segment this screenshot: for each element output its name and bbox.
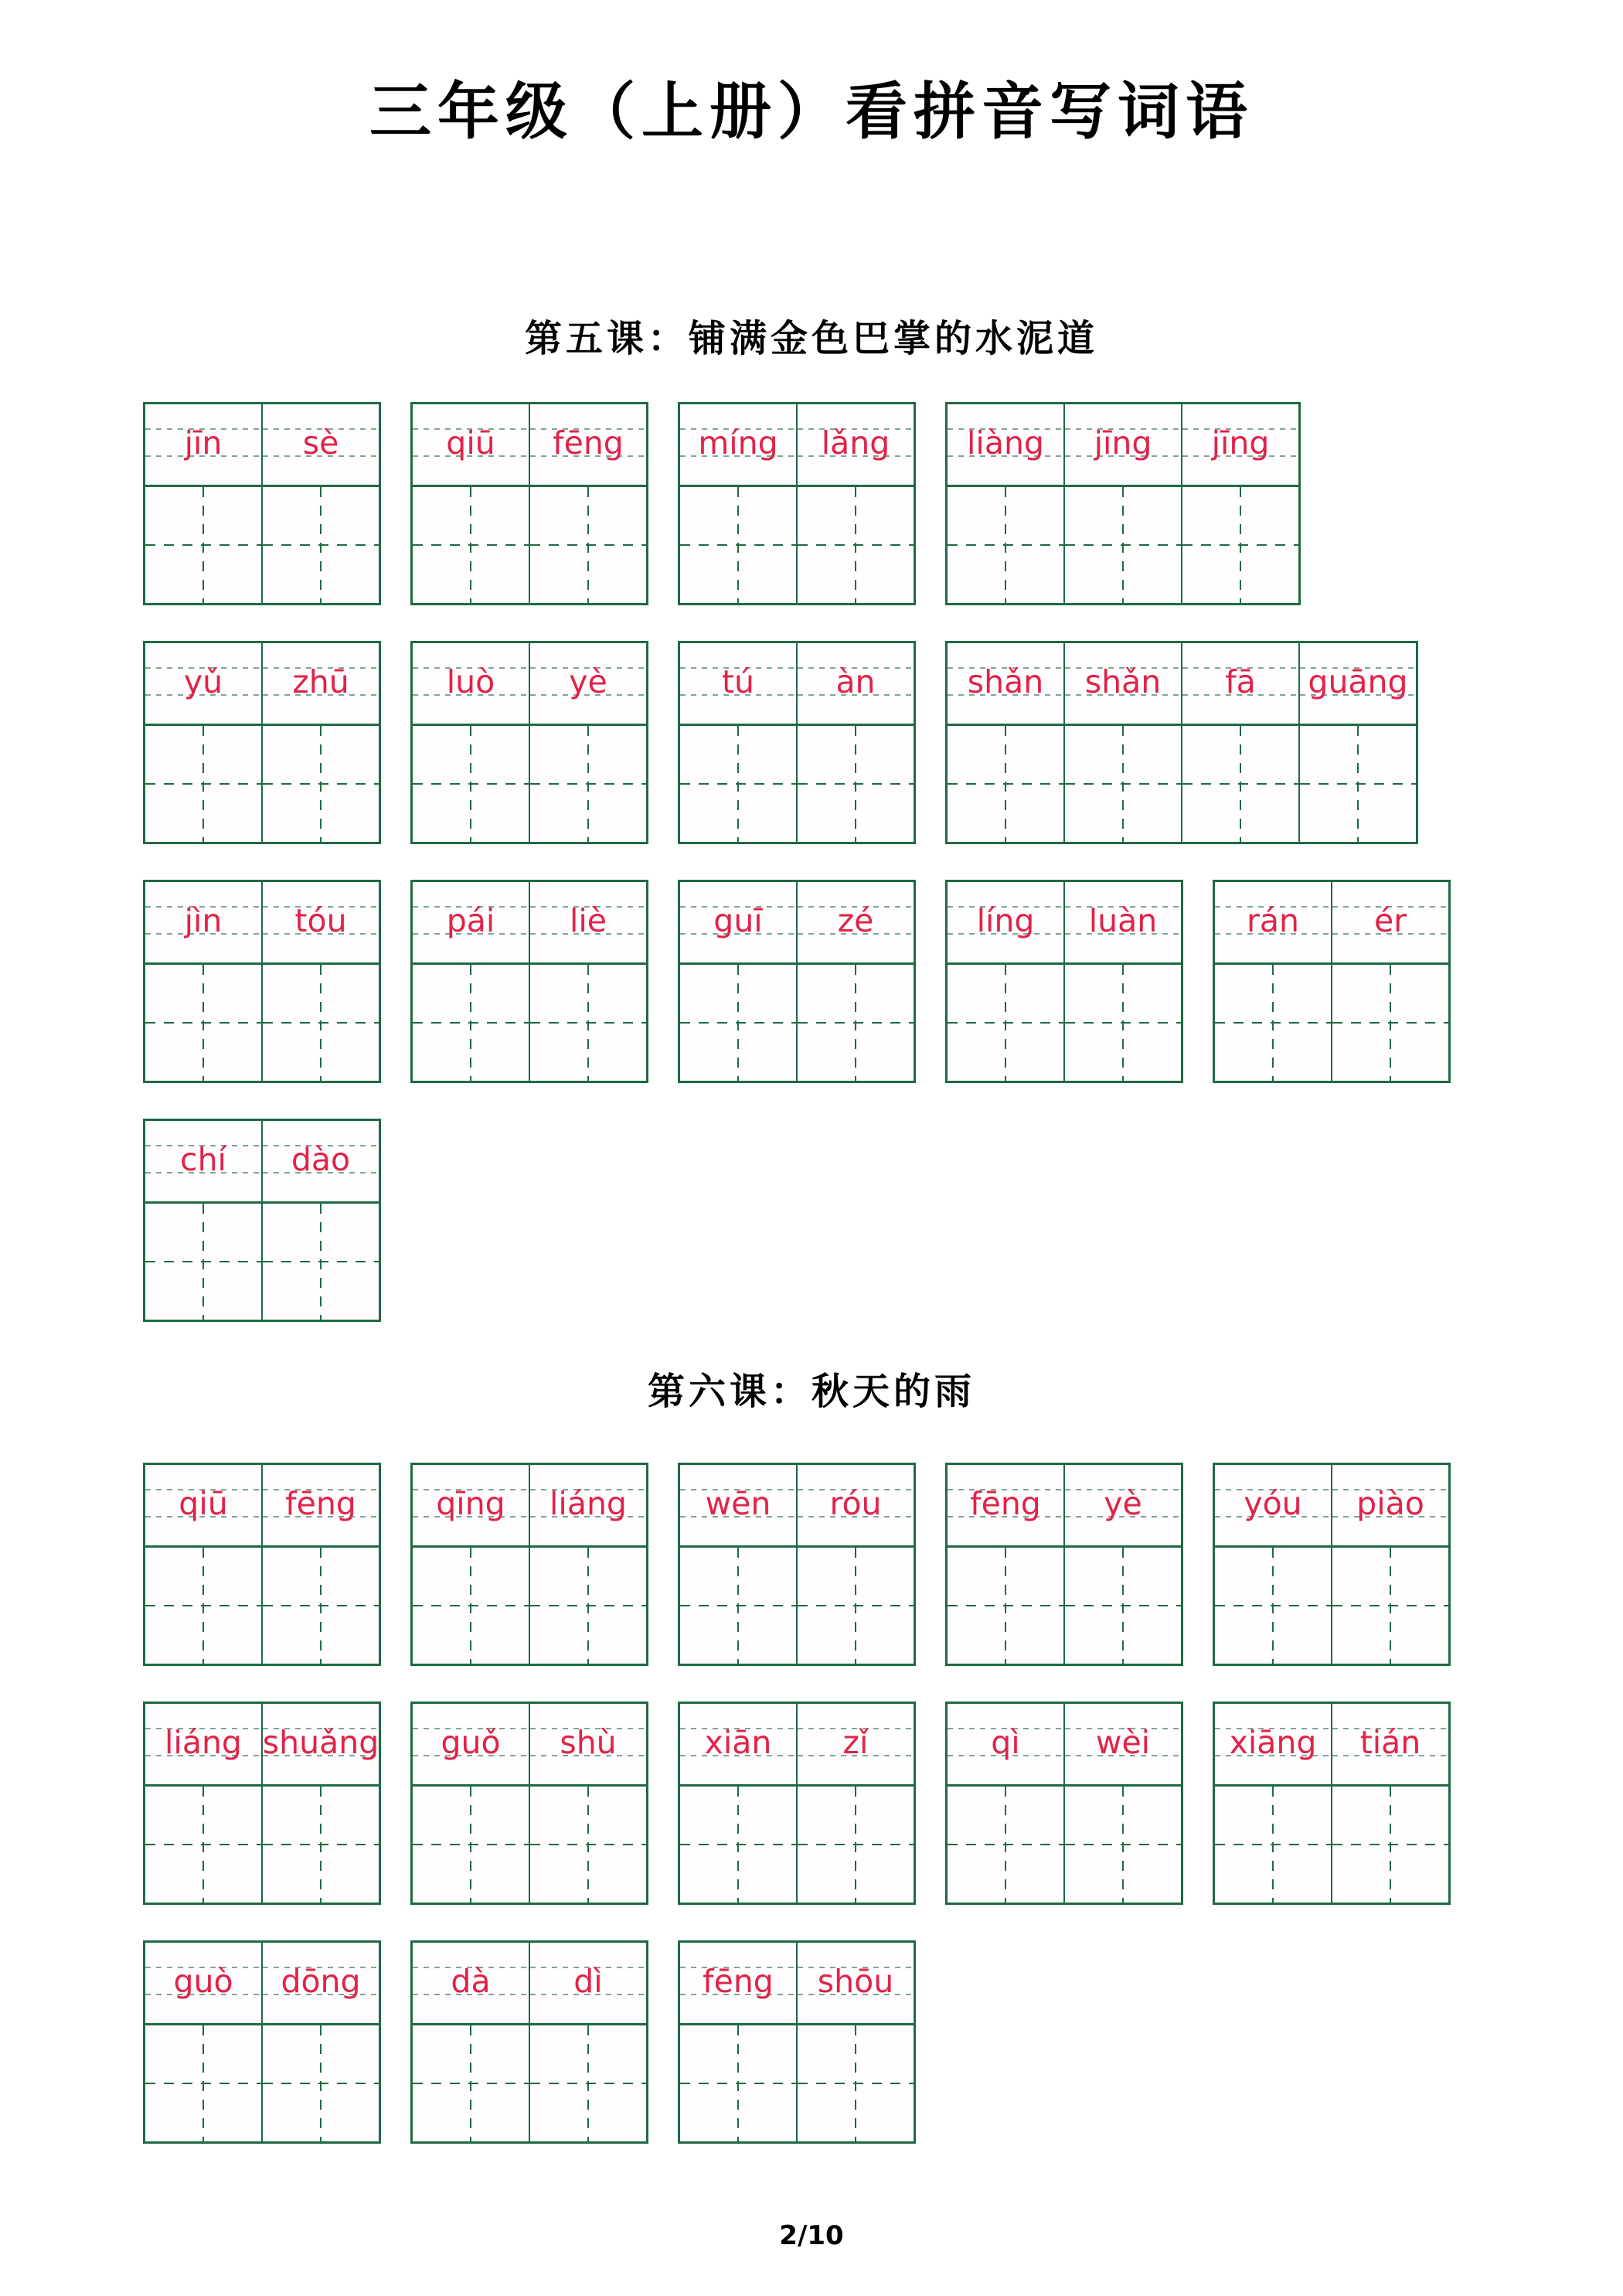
pinyin-row [413,1704,646,1787]
pinyin-syllable: luò [413,643,529,724]
cell-center-hline [145,783,261,785]
pinyin-syllable: dōng [261,1943,379,2023]
cell-center-hline [530,2083,646,2084]
cell-center-hline [680,1844,796,1845]
word-block [945,402,1301,605]
cell-center-hline [948,783,1063,785]
pinyin-row [145,1704,379,1787]
cell-center-hline [948,1022,1063,1024]
character-writing-cell [261,2025,379,2141]
word-block [143,1940,381,2144]
word-block [945,641,1418,844]
section-heading-lesson-5: 第五课：铺满金色巴掌的水泥道 [524,317,1098,360]
character-writing-cell [1181,487,1298,603]
character-writing-cell [529,1548,646,1664]
cell-center-hline [145,1022,261,1024]
character-row [948,965,1181,1081]
cell-center-hline [145,2083,261,2084]
pinyin-syllable: xiāng [1215,1704,1331,1784]
pinyin-syllable: líng [948,882,1063,962]
character-row [1215,1787,1448,1903]
character-row [145,726,379,842]
pinyin-syllable: piào [1331,1465,1448,1545]
pinyin-row [680,404,914,487]
character-row [948,1787,1181,1903]
word-block [143,1463,381,1666]
page-title: 三年级（上册）看拼音写词语 [369,75,1254,148]
pinyin-row [680,1943,914,2025]
character-row [680,1787,914,1903]
character-writing-cell [796,965,914,1081]
character-writing-cell [145,965,261,1081]
cell-center-hline [680,1605,796,1606]
word-grid-row [143,641,1623,844]
pinyin-row [413,882,646,965]
word-grid-row [143,1702,1623,1905]
character-writing-cell [1063,1787,1181,1903]
character-row [680,965,914,1081]
word-block [678,402,916,605]
character-row [413,726,646,842]
cell-center-hline [1065,1022,1181,1024]
cell-center-hline [1182,544,1298,546]
character-row [413,487,646,603]
pinyin-syllable: pái [413,882,529,962]
character-writing-cell [1331,965,1448,1081]
pinyin-syllable: sè [261,404,379,485]
cell-center-hline [1182,783,1298,785]
pinyin-syllable: qì [948,1704,1063,1784]
pinyin-syllable: shǎn [948,643,1063,724]
pinyin-syllable: luàn [1063,882,1181,962]
character-row [145,2025,379,2141]
character-writing-cell [529,965,646,1081]
character-writing-cell [261,965,379,1081]
pinyin-syllable: wèi [1063,1704,1181,1784]
cell-center-hline [1065,1605,1181,1606]
character-row [1215,965,1448,1081]
cell-center-hline [680,1022,796,1024]
pinyin-syllable: tián [1331,1704,1448,1784]
character-row [145,1787,379,1903]
character-writing-cell [261,1204,379,1320]
pinyin-row [680,882,914,965]
cell-center-hline [798,1844,914,1845]
pinyin-syllable: liáng [529,1465,646,1545]
word-block [1213,1463,1451,1666]
pinyin-row [413,643,646,726]
cell-center-hline [263,2083,379,2084]
character-writing-cell [796,1548,914,1664]
cell-center-hline [1332,1605,1448,1606]
cell-center-hline [530,544,646,546]
character-row [680,726,914,842]
pinyin-syllable: míng [680,404,796,485]
cell-center-hline [145,1261,261,1262]
character-writing-cell [1181,726,1298,842]
character-writing-cell [948,487,1063,603]
cell-center-hline [413,1605,529,1606]
character-writing-cell [145,1204,261,1320]
word-block [1213,1702,1451,1905]
pinyin-syllable: shōu [796,1943,914,2023]
character-writing-cell [529,726,646,842]
character-row [145,1204,379,1320]
cell-center-hline [798,783,914,785]
cell-center-hline [413,544,529,546]
character-writing-cell [413,487,529,603]
pinyin-syllable: tú [680,643,796,724]
word-block [143,641,381,844]
character-writing-cell [261,1548,379,1664]
pinyin-syllable: yè [1063,1465,1181,1545]
word-block [143,1702,381,1905]
pinyin-syllable: dào [261,1121,379,1201]
cell-center-hline [798,1022,914,1024]
character-writing-cell [796,1787,914,1903]
character-writing-cell [680,1548,796,1664]
pinyin-syllable: àn [796,643,914,724]
character-writing-cell [261,487,379,603]
pinyin-syllable: qiū [413,404,529,485]
cell-center-hline [413,783,529,785]
character-writing-cell [1063,726,1181,842]
pinyin-syllable: chí [145,1121,261,1201]
pinyin-syllable: fēng [261,1465,379,1545]
character-writing-cell [1331,1787,1448,1903]
cell-center-hline [145,1844,261,1845]
word-block [945,880,1183,1083]
pinyin-syllable: fēng [680,1943,796,2023]
word-block [410,880,648,1083]
word-block [1213,880,1451,1083]
character-row [948,726,1416,842]
pinyin-row [413,1465,646,1548]
word-grid-row [143,1463,1623,1666]
character-writing-cell [1215,965,1331,1081]
pinyin-row [680,1704,914,1787]
word-block [945,1702,1183,1905]
cell-center-hline [1332,1844,1448,1845]
page-number: 2/10 [779,2220,844,2251]
character-writing-cell [680,2025,796,2141]
pinyin-syllable: lǎng [796,404,914,485]
cell-center-hline [680,2083,796,2084]
pinyin-row [1215,882,1448,965]
pinyin-syllable: yǔ [145,643,261,724]
character-row [680,1548,914,1664]
character-writing-cell [413,965,529,1081]
word-block [410,1702,648,1905]
pinyin-syllable: liáng [145,1704,261,1784]
cell-center-hline [948,1844,1063,1845]
pinyin-syllable: wēn [680,1465,796,1545]
pinyin-row [1215,1704,1448,1787]
character-writing-cell [413,726,529,842]
cell-center-hline [413,1022,529,1024]
cell-center-hline [1065,544,1181,546]
cell-center-hline [263,1022,379,1024]
pinyin-syllable: liàng [948,404,1063,485]
pinyin-row [680,643,914,726]
character-row [1215,1548,1448,1664]
character-row [413,1787,646,1903]
word-grid-rows-lesson-6 [143,1463,1623,2144]
cell-center-hline [1215,1605,1331,1606]
cell-center-hline [145,1605,261,1606]
pinyin-row [948,1704,1181,1787]
cell-center-hline [263,783,379,785]
character-writing-cell [948,965,1063,1081]
word-block [143,1119,381,1322]
cell-center-hline [948,544,1063,546]
word-block [945,1463,1183,1666]
lesson-section-6 [0,1368,1623,2144]
pinyin-row [948,404,1298,487]
character-writing-cell [796,487,914,603]
pinyin-syllable: guāng [1298,643,1416,724]
word-grid-row [143,1119,1623,1322]
character-row [948,1548,1181,1664]
cell-center-hline [530,783,646,785]
word-block [678,641,916,844]
word-block [678,1463,916,1666]
word-grid-row [143,402,1623,605]
pinyin-row [1215,1465,1448,1548]
pinyin-row [145,1465,379,1548]
cell-center-hline [798,544,914,546]
cell-center-hline [1065,783,1181,785]
cell-center-hline [145,544,261,546]
pinyin-row [948,882,1181,965]
pinyin-row [948,1465,1181,1548]
character-writing-cell [1063,1548,1181,1664]
character-writing-cell [948,1787,1063,1903]
cell-center-hline [530,1605,646,1606]
character-writing-cell [680,726,796,842]
character-row [413,965,646,1081]
pinyin-syllable: guī [680,882,796,962]
character-writing-cell [261,726,379,842]
word-block [678,1940,916,2144]
pinyin-syllable: rán [1215,882,1331,962]
character-row [948,487,1298,603]
cell-center-hline [1215,1844,1331,1845]
character-writing-cell [529,487,646,603]
character-writing-cell [413,1787,529,1903]
pinyin-syllable: guò [145,1943,261,2023]
pinyin-row [145,1943,379,2025]
pinyin-syllable: dì [529,1943,646,2023]
cell-center-hline [798,2083,914,2084]
character-row [413,2025,646,2141]
pinyin-syllable: qiū [145,1465,261,1545]
character-writing-cell [529,1787,646,1903]
character-writing-cell [680,1787,796,1903]
word-block [410,402,648,605]
cell-center-hline [413,2083,529,2084]
pinyin-syllable: yè [529,643,646,724]
pinyin-syllable: fēng [529,404,646,485]
pinyin-syllable: qīng [413,1465,529,1545]
cell-center-hline [530,1022,646,1024]
pinyin-syllable: shù [529,1704,646,1784]
cell-center-hline [1065,1844,1181,1845]
pinyin-row [948,643,1416,726]
pinyin-row [145,404,379,487]
pinyin-syllable: zǐ [796,1704,914,1784]
pinyin-row [413,404,646,487]
word-block [410,1463,648,1666]
character-writing-cell [680,965,796,1081]
character-writing-cell [796,2025,914,2141]
character-writing-cell [1063,965,1181,1081]
pinyin-syllable: ér [1331,882,1448,962]
character-row [145,487,379,603]
cell-center-hline [1300,783,1416,785]
cell-center-hline [263,1605,379,1606]
pinyin-syllable: róu [796,1465,914,1545]
cell-center-hline [680,783,796,785]
character-writing-cell [948,726,1063,842]
character-writing-cell [529,2025,646,2141]
character-row [145,965,379,1081]
cell-center-hline [798,1605,914,1606]
character-writing-cell [145,1548,261,1664]
word-block [678,880,916,1083]
character-row [145,1548,379,1664]
character-writing-cell [145,2025,261,2141]
pinyin-syllable: zé [796,882,914,962]
character-writing-cell [1215,1787,1331,1903]
character-row [680,2025,914,2141]
cell-center-hline [263,1844,379,1845]
cell-center-hline [948,1605,1063,1606]
cell-center-hline [530,1844,646,1845]
pinyin-syllable: jīng [1063,404,1181,485]
pinyin-syllable: tóu [261,882,379,962]
pinyin-syllable: fā [1181,643,1298,724]
pinyin-row [145,882,379,965]
character-writing-cell [1063,487,1181,603]
cell-center-hline [263,1261,379,1262]
pinyin-row [680,1465,914,1548]
pinyin-syllable: shǎn [1063,643,1181,724]
cell-center-hline [680,544,796,546]
pinyin-syllable: jīn [145,404,261,485]
character-writing-cell [1298,726,1416,842]
lesson-section-5 [0,315,1623,1322]
word-grid-row [143,880,1623,1083]
pinyin-syllable: shuǎng [261,1704,379,1784]
pinyin-syllable: liè [529,882,646,962]
character-writing-cell [796,726,914,842]
character-writing-cell [145,1787,261,1903]
pinyin-syllable: guǒ [413,1704,529,1784]
pinyin-syllable: jìn [145,882,261,962]
pinyin-row [413,1943,646,2025]
character-writing-cell [413,2025,529,2141]
pinyin-row [145,643,379,726]
pinyin-syllable: xiān [680,1704,796,1784]
word-block [678,1702,916,1905]
pinyin-syllable: jīng [1181,404,1298,485]
character-writing-cell [413,1548,529,1664]
section-heading-lesson-6: 第六课：秋天的雨 [647,1370,975,1413]
pinyin-syllable: zhū [261,643,379,724]
character-writing-cell [261,1787,379,1903]
word-block [143,402,381,605]
character-row [413,1548,646,1664]
character-row [680,487,914,603]
character-writing-cell [145,726,261,842]
pinyin-syllable: dà [413,1943,529,2023]
cell-center-hline [413,1844,529,1845]
word-block [410,641,648,844]
cell-center-hline [1332,1022,1448,1024]
character-writing-cell [1215,1548,1331,1664]
word-block [410,1940,648,2144]
cell-center-hline [1215,1022,1331,1024]
character-writing-cell [145,487,261,603]
character-writing-cell [1331,1548,1448,1664]
pinyin-row [145,1121,379,1204]
character-writing-cell [680,487,796,603]
word-block [143,880,381,1083]
cell-center-hline [263,544,379,546]
word-grid-rows-lesson-5 [143,402,1623,1322]
pinyin-syllable: yóu [1215,1465,1331,1545]
word-grid-row [143,1940,1623,2144]
pinyin-syllable: fēng [948,1465,1063,1545]
character-writing-cell [948,1548,1063,1664]
